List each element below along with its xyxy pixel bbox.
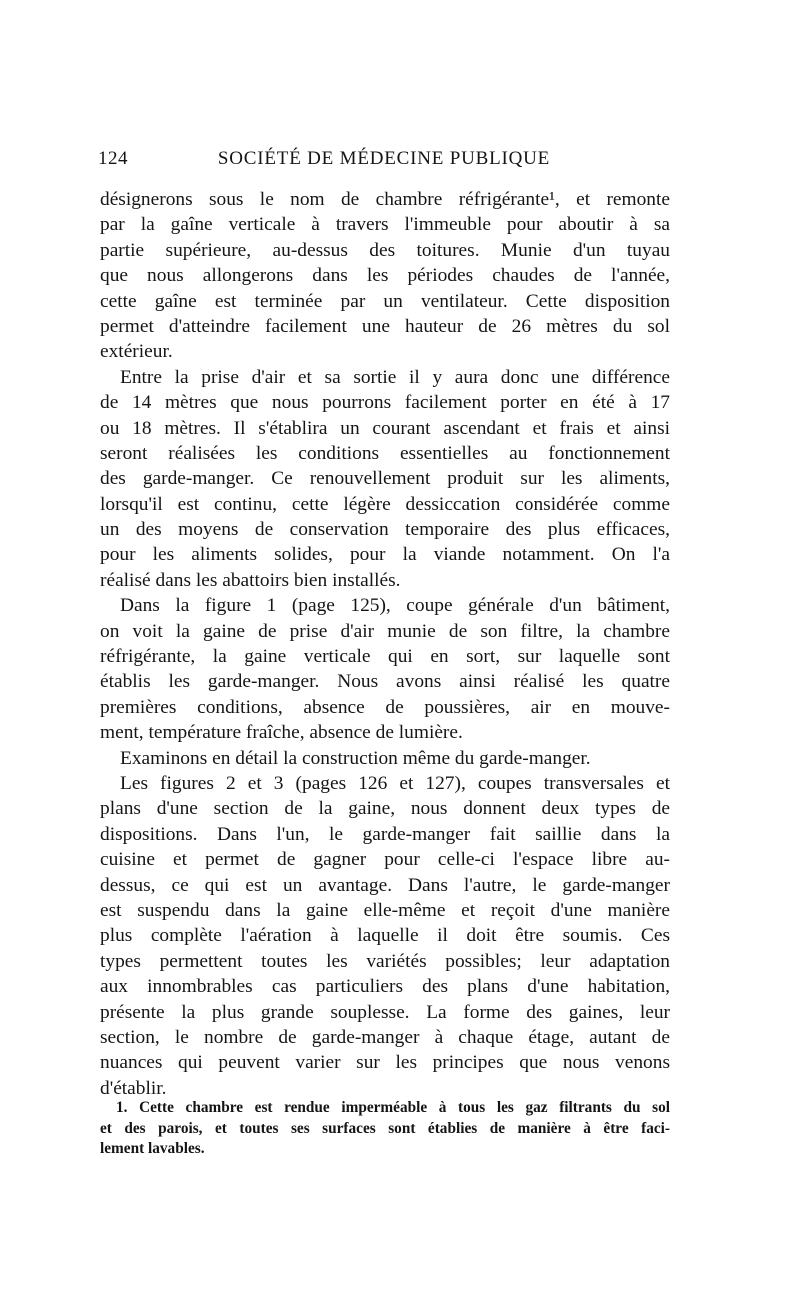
text-line: un des moyens de conservation temporaire des plus efficaces, [100,519,670,541]
text-line: seront réalisées les conditions essentielles au fonctionnement [100,442,670,464]
text-line: par la gaîne verticale à travers l'immeuble pour aboutir à sa [100,214,670,236]
text-line: Entre la prise d'air et sa sortie il y aura donc une différence [120,366,670,388]
text-line: nuances qui peuvent varier sur les principes que nous venons [100,1052,670,1074]
text-line: des garde-manger. Ce renouvellement produit sur les aliments, [100,468,670,490]
text-line: Dans la figure 1 (page 125), coupe générale d'un bâtiment, [120,595,670,617]
text-line: établis les garde-manger. Nous avons ainsi réalisé les quatre [100,671,670,693]
text-line: est suspendu dans la gaine elle-même et reçoit d'une manière [100,899,670,921]
text-line: cuisine et permet de gagner pour celle-ci l'espace libre au- [100,849,670,871]
text-line: cette gaîne est terminée par un ventilateur. Cette disposition [100,290,670,312]
text-line: partie supérieure, au-dessus des toitures. Munie d'un tuyau [100,239,670,261]
footnote [100,1098,670,1160]
body-text [100,187,670,1101]
text-line: dessus, ce qui est un avantage. Dans l'autre, le garde-manger [100,874,670,896]
footnote-line: lement lavables. [100,1140,205,1157]
text-line: que nous allongerons dans les périodes chaudes de l'année, [100,265,670,287]
text-line: on voit la gaine de prise d'air munie de son filtre, la chambre [100,620,670,642]
text-line: présente la plus grande souplesse. La forme des gaines, leur [100,1001,670,1023]
text-line: plus complète l'aération à laquelle il doit être soumis. Ces [100,925,670,947]
text-line: de 14 mètres que nous pourrons facilement porter en été à 17 [100,392,670,414]
text-line: d'établir. [100,1077,167,1099]
footnote-line: et des parois, et toutes ses surfaces sont établies de manière à être faci- [100,1119,670,1137]
running-title: SOCIÉTÉ DE MÉDECINE PUBLIQUE [217,148,551,169]
text-line: Examinons en détail la construction même du garde-manger. [120,747,591,769]
text-line: premières conditions, absence de poussières, air en mouve- [100,696,670,718]
text-line: permet d'atteindre facilement une hauteur de 26 mètres du sol [100,315,670,337]
text-line: ou 18 mètres. Il s'établira un courant ascendant et frais et ainsi [100,417,670,439]
page-number: 124 [98,148,128,169]
text-line: section, le nombre de garde-manger à chaque étage, autant de [100,1026,670,1048]
text-line: pour les aliments solides, pour la viande notamment. On l'a [100,544,670,566]
text-line: lorsqu'il est continu, cette légère dessiccation considérée comme [100,493,670,515]
text-line: aux innombrables cas particuliers des plans d'une habitation, [100,976,670,998]
footnote-line: 1. Cette chambre est rendue imperméable à tous les gaz filtrants du sol [116,1099,670,1116]
text-line: ment, température fraîche, absence de lumière. [100,722,463,744]
text-line: extérieur. [100,341,173,363]
text-line: réalisé dans les abattoirs bien installés. [100,569,401,591]
text-line: Les figures 2 et 3 (pages 126 et 127), coupes transversales et [120,772,670,794]
text-line: plans d'une section de la gaine, nous donnent deux types de [100,798,670,820]
running-head [98,148,670,174]
text-line: désignerons sous le nom de chambre réfrigérante¹, et remonte [100,189,670,210]
text-line: types permettent toutes les variétés possibles; leur adaptation [100,950,670,972]
text-line: réfrigérante, la gaine verticale qui en sort, sur laquelle sont [100,646,670,668]
text-line: dispositions. Dans l'un, le garde-manger fait saillie dans la [100,823,670,845]
